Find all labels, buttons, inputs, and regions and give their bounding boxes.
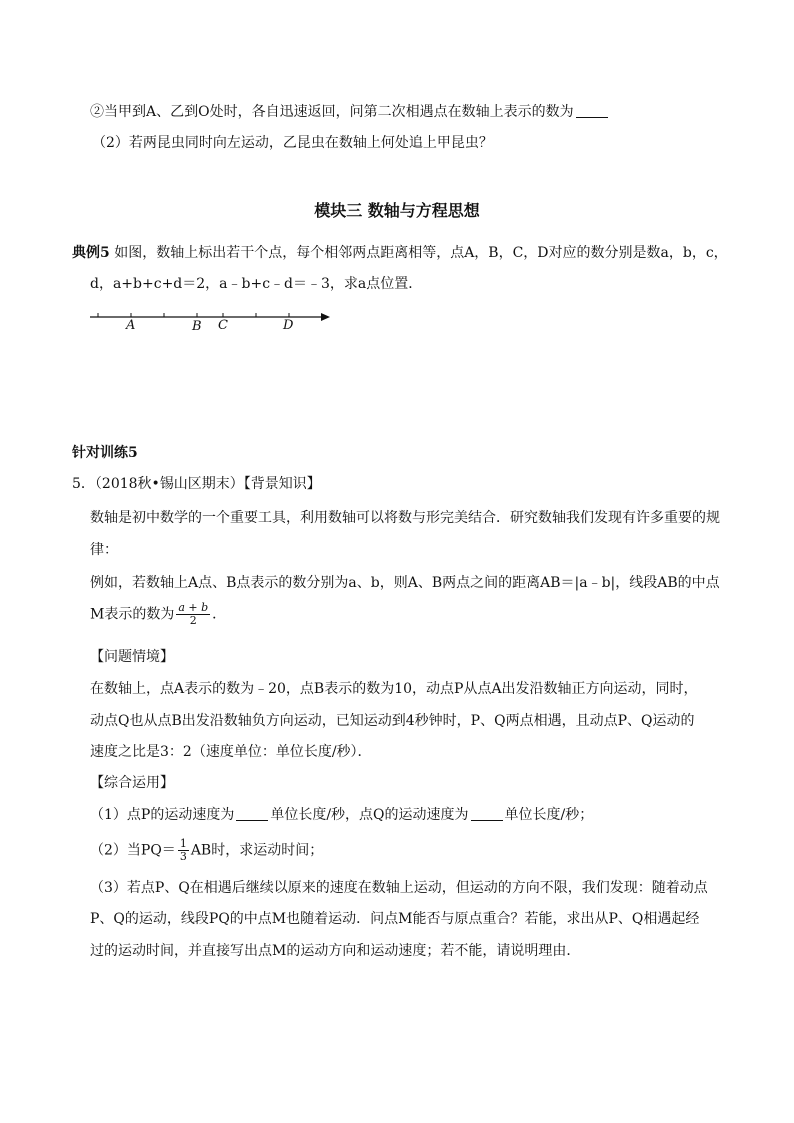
situation-line-2: 动点Q也从点B出发沿数轴负方向运动，已知运动到4秒钟时，P、Q两点相遇，且动点P、Q运动的 [90,713,695,729]
point-label-a: A [126,318,136,333]
module-title: 模块三 数轴与方程思想 [314,201,480,220]
midpoint-fraction: $\frac{a + b}{2}$ [178,601,209,627]
question-2: （2）当PQ＝ $\frac{1}{3}$ AB时，求运动时间； [90,837,324,863]
question-3-line-1: （3）若点P、Q在相遇后继续以原来的速度在数轴上运动，但运动的方向不限，我们发现：随着动点 [90,880,708,896]
one-third-fraction: $\frac{1}{3}$ [179,837,187,863]
situation-line-1: 在数轴上，点A表示的数为﹣20，点B表示的数为10，动点P从点A出发沿数轴正方向运动，同时， [90,681,698,697]
background-line-2: 律： [90,542,118,558]
answer-blank-q-speed[interactable] [471,806,503,821]
example-label: 典例5 [72,245,110,261]
number-line-figure [88,306,338,340]
example-line-1: 典例5 如图，数轴上标出若干个点，每个相邻两点距离相等，点A，B，C，D对应的数分别是数a，b，c， [72,245,728,261]
background-line-3: 例如，若数轴上A点、B点表示的数分别为a、b，则A、B两点之间的距离AB＝|a﹣b|，线段AB的中点 [90,575,720,591]
point-label-b: B [192,319,202,334]
answer-blank[interactable] [576,103,608,118]
situation-title: 【问题情境】 [90,649,174,665]
background-line-4: M表示的数为 $\frac{a + b}{2}$ ． [90,601,227,627]
question-3-line-3: 过的运动时间，并直接写出点M的运动方向和运动速度；若不能，请说明理由． [90,943,581,959]
point-label-d: D [283,318,294,333]
part-2-sub-question: ②当甲到A、乙到O处时，各自迅速返回，问第二次相遇点在数轴上表示的数为 [90,102,610,122]
apply-title: 【综合运用】 [90,775,174,791]
part-2-question: （2）若两昆虫同时向左运动，乙昆虫在数轴上何处追上甲昆虫？ [92,135,493,151]
point-label-c: C [218,318,228,333]
practice-title: 针对训练5 [72,445,138,461]
question-1: （1）点P的运动速度为 单位长度/秒，点Q的运动速度为 单位长度/秒； [90,807,594,823]
arrow-head [321,313,330,321]
answer-blank-p-speed[interactable] [236,806,268,821]
example-line-2: d，a+b+c+d＝2，a﹣b+c﹣d＝﹣3，求a点位置． [90,276,423,292]
problem-header: 5．（2018秋•锡山区期末）【背景知识】 [72,476,321,492]
background-line-1: 数轴是初中数学的一个重要工具，利用数轴可以将数与形完美结合．研究数轴我们发现有许多重要的规 [90,510,720,526]
situation-line-3: 速度之比是3：2（速度单位：单位长度/秒）． [90,744,372,760]
question-3-line-2: P、Q的运动，线段PQ的中点M也随着运动．问点M能否与原点重合？若能，求出从P、Q相遇起经 [90,911,700,927]
